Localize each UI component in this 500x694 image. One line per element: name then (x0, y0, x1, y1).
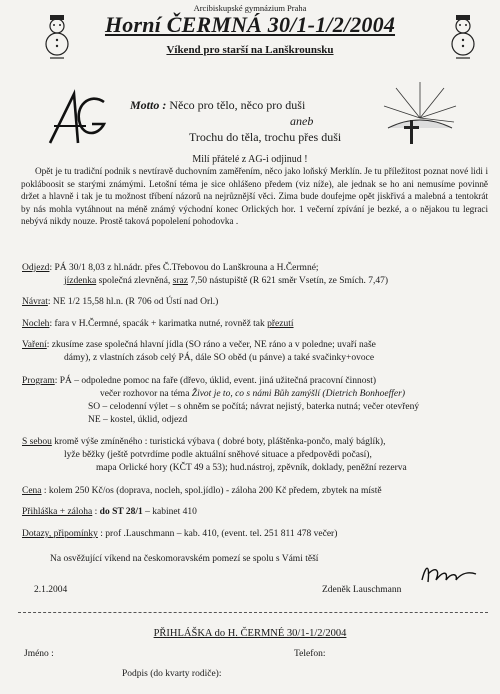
intro-line: mohla vytáhnout na méně známý východní konec Orlických hor. 1 večerní zpívání je bezké, a o (49, 203, 417, 214)
vareni-text-2: dámy), z vlastních zásob celý PÁ, dále SO oběd (u pánve) a také svačinky+ovoce (64, 353, 375, 363)
navrat-row (22, 296, 218, 308)
ag-logo (46, 88, 108, 148)
page-subtitle: Víkend pro starší na Lanškrounsku (166, 44, 334, 56)
phone-field-label: Telefon: (294, 649, 326, 659)
nocleh-row (22, 318, 294, 330)
sebou-label: S sebou (22, 437, 52, 447)
program-row-2 (100, 388, 405, 400)
navrat-text: : NE 1/2 15,58 hl.n. (R 706 od Ústí nad Orl.) (47, 297, 219, 307)
motto-text-2: Trochu do těla, trochu přes duši (189, 130, 342, 144)
nocleh-extra: přezutí (267, 319, 294, 329)
program-text: večer rozhovor na téma (100, 389, 192, 399)
cut-line (18, 612, 488, 613)
dotazy-label: Dotazy, připomínky (22, 529, 98, 539)
program-text: : PÁ – odpoledne pomoc na faře (dřevo, úklid, event. jiná užitečná pracovní činnost) (54, 376, 377, 386)
dotazy-row (22, 528, 337, 540)
cena-label: Cena (22, 486, 42, 496)
odjezd-row-2 (64, 275, 388, 287)
odjezd-text: : PÁ 30/1 8,03 z hl.nádr. přes Č.Třebovou do Lanškrouna a H.Čermné; (49, 263, 319, 273)
prihlaska-label: Přihláška + záloha (22, 507, 93, 517)
nocleh-text: : fara v H.Čermné, spacák + karimatka nutné, rovněž tak (49, 319, 268, 329)
motto-line-1 (130, 98, 305, 113)
prihlaska-text: – kabinet 410 (142, 507, 197, 517)
signature-name: Zdeněk Lauschmann (322, 585, 402, 595)
program-theme: Život je to, co s námi Bůh zamýšlí (Dietrich Bonhoeffer) (191, 389, 405, 399)
sun-cross-icon (380, 78, 460, 148)
dotazy-text: : prof .Lauschmann – kab. 410, (event. tel. 251 811 478 večer) (97, 529, 338, 539)
navrat-label: Návrat (22, 297, 48, 307)
nocleh-label: Nocleh (22, 319, 50, 329)
vareni-row (22, 339, 376, 351)
parent-signature-label: Podpis (do kvarty rodiče): (122, 669, 222, 679)
sebou-row (22, 436, 385, 448)
prihlaska-deadline: do ST 28/1 (99, 507, 143, 517)
intro-line: Opět je tu tradiční podnik s nevtíravě duchovním zaměřením, něco jako loňský Merklín. Je (35, 166, 373, 176)
motto-label: Motto : (130, 98, 167, 112)
sebou-text-2: lyže běžky (ještě potvrdíme podle aktuální sněhové situace a předpovědi počasí), (64, 450, 372, 460)
odjezd-text: 7,50 nástupiště (R 621 směr Vsetín, ze Smích. 7,47) (187, 276, 389, 286)
odjezd-row (22, 262, 319, 274)
sebou-text: kromě výše zmíněného : turistická výbava ( dobré boty, pláštěnka-pončo, malý báglík), (51, 437, 386, 447)
closing-text: Na osvěžující víkend na českomoravském pomezí se spolu s Vámi těší (50, 554, 319, 564)
vareni-text: : zkusíme zase společná hlavní jídla (SO ráno a večer, NE ráno a v poledne; uvaří naše (46, 340, 376, 350)
prihlaska-text: : (92, 507, 100, 517)
intro-line: předem (viz níže), ale jednak se ho ani nemusíme povinně držet a hlavně i tak je tu možnost (21, 178, 489, 202)
page-title: Horní ČERMNÁ 30/1-1/2/2004 (104, 12, 396, 37)
program-label: Program (22, 376, 55, 386)
odjezd-text: společná zlevněná, (96, 276, 173, 286)
greeting: Milí přátelé z AG-i odjinud ! (192, 154, 308, 165)
program-row (22, 375, 376, 387)
intro-line: tu příležitost poznat nové lidi i pokláboosit se starými známými. Letošní téma je sice ohlášeno (21, 166, 489, 189)
prihlaska-row (22, 506, 197, 518)
program-text-4: NE – kostel, úklid, odjezd (88, 415, 188, 425)
motto-aneb: aneb (290, 114, 314, 128)
intro-line: tříbení názorů na nejrůznější věci. Zima bude doufejme opět jiskřivá a malebná a tentokrát by nás (21, 191, 488, 214)
vareni-label: Vaření (22, 340, 47, 350)
sraz-label: sraz (172, 276, 188, 286)
jizdenka-label: jízdenka (64, 276, 97, 286)
handwritten-signature (418, 560, 480, 588)
intro-paragraph (21, 165, 488, 228)
school-name: Arcibiskupské gymnázium Praha (193, 3, 307, 13)
name-field-label: Jméno : (24, 649, 54, 659)
cena-row (22, 485, 382, 497)
motto-text-1: Něco pro tělo, něco pro duši (169, 98, 306, 112)
form-title: PŘIHLÁŠKA do H. ČERMNÉ 30/1-1/2/2004 (153, 628, 347, 639)
sebou-text-3: mapa Orlické hory (KČT 49 a 53); hud.nástroj, zpěvník, doklady, peněžní rezerva (96, 463, 407, 473)
intro-line: nějakou tu legraci nebývá nikdy nouze. Prostě taková popolelení pohodovka . (21, 203, 489, 227)
odjezd-label: Odjezd (22, 263, 50, 273)
cena-text: : kolem 250 Kč/os (doprava, nocleh, spol.jídlo) - záloha 200 Kč předem, zbytek na místě (41, 486, 382, 496)
program-text-3: SO – celodenní výlet – s ohněm se počítá; návrat nejistý, baterka nutná; večer otevřený (88, 402, 420, 412)
date: 2.1.2004 (34, 585, 68, 595)
